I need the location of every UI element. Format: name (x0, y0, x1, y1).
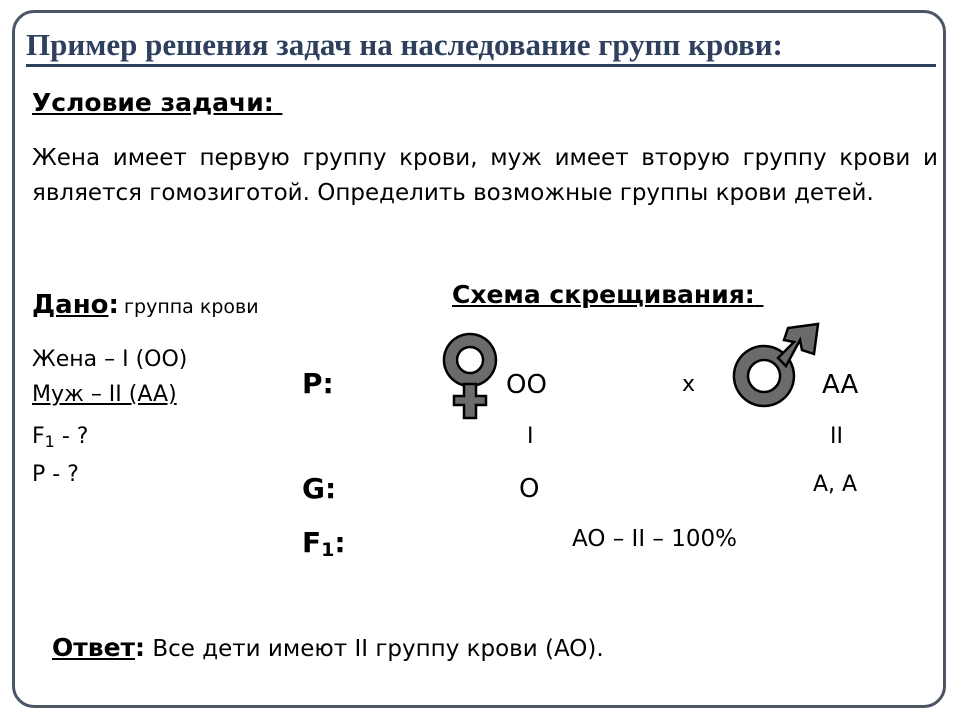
answer-heading: Ответ (52, 633, 136, 662)
scheme-heading-text: Схема скрещивания: (452, 280, 755, 309)
f1-label-sub: 1 (321, 539, 335, 561)
scheme-heading (452, 280, 763, 309)
offspring-result: AO – II – 100% (572, 526, 737, 552)
condition-text: Жена имеет первую группу крови, муж имеет вторую группу крови и является гомозиготой. Определить возможные группы крови детей. (32, 145, 938, 206)
female-gamete: O (519, 474, 540, 504)
given-heading (32, 290, 259, 320)
given-f1-sub: 1 (44, 432, 55, 451)
page-title: Пример решения задач на наследование групп крови: (26, 28, 936, 67)
condition-heading (32, 88, 282, 117)
g-label: G: (302, 472, 337, 505)
cross-sign: x (682, 372, 696, 397)
condition-heading-text: Условие задачи: (32, 88, 274, 117)
given-colon: : (108, 290, 119, 320)
given-f1 (32, 420, 88, 459)
male-symbol-icon (724, 318, 824, 410)
given-line-husband: Муж – II (AA) (32, 382, 177, 407)
female-blood-group: I (527, 424, 534, 449)
female-genotype: OO (506, 370, 547, 400)
answer-colon: : (135, 633, 146, 662)
given-p-question: P - ? (32, 462, 79, 487)
answer-text: Все дети имеют II группу крови (AO). (145, 636, 604, 662)
given-f1-base: F (32, 424, 45, 449)
given-f1-rest: - ? (54, 424, 89, 449)
f1-label-base: F (302, 526, 322, 559)
p-label: P: (302, 367, 334, 400)
female-symbol-icon (436, 330, 504, 422)
male-blood-group: II (830, 424, 843, 449)
given-subtitle: группа крови (124, 296, 259, 318)
answer-line (52, 633, 604, 662)
male-genotype: AA (822, 370, 859, 400)
male-gametes: A, A (813, 472, 858, 497)
f1-label (302, 526, 346, 561)
given-line-wife: Жена – I (OO) (32, 347, 188, 372)
given-heading-text: Дано (32, 290, 109, 320)
f1-label-colon: : (334, 526, 346, 559)
